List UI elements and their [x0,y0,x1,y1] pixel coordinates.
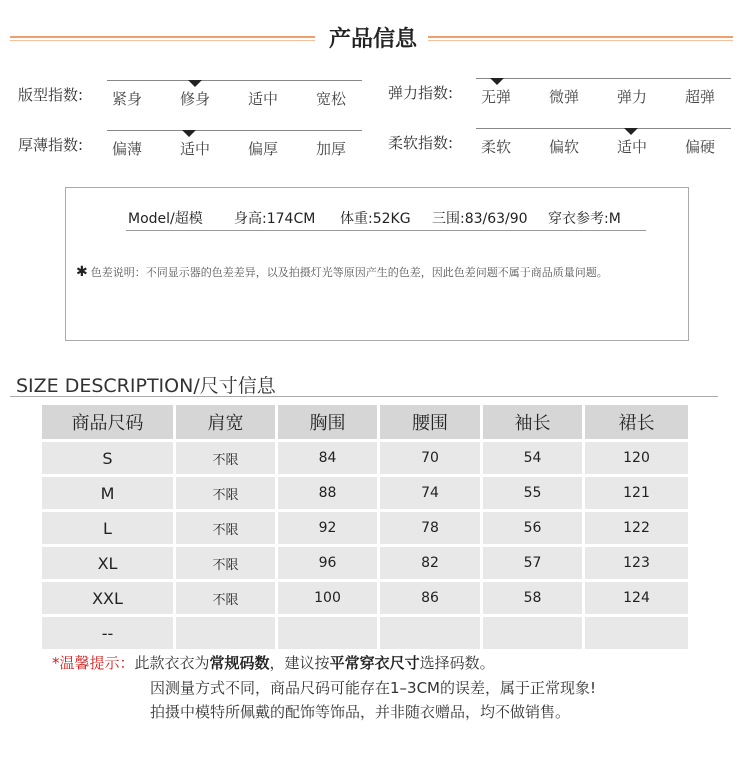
model-info-line [126,208,646,232]
size-table-header [42,405,688,439]
page-title: 产品信息 [328,27,417,52]
table-row [42,477,688,509]
table-cell: 122 [585,512,688,544]
fit-index-label: 版型指数: [18,86,84,104]
model-measurements: 三围:83/63/90 [432,211,528,227]
table-cell: 57 [483,547,582,579]
table-row [42,582,688,614]
fit-option: 紧身 [112,90,143,108]
softness-index-label: 柔软指数: [388,134,454,152]
header-cell: 胸围 [278,405,377,439]
softness-option: 偏硬 [685,138,716,156]
model-info-underline [126,230,646,231]
table-cell: 不限 [176,477,275,509]
elastic-index-label: 弹力指数: [388,84,454,102]
header-cell: 商品尺码 [42,405,173,439]
elastic-index-pointer-icon [490,78,504,85]
table-cell: 58 [483,582,582,614]
table-cell: 88 [278,477,377,509]
tips-line-1 [52,651,495,675]
softness-index-pointer-icon [624,128,638,135]
table-cell: 120 [585,442,688,474]
tips-text: 选择码数。 [419,654,495,672]
thickness-option: 偏薄 [112,140,143,158]
softness-index-bar [476,128,731,129]
section-title [0,18,750,58]
thickness-index-label: 厚薄指数: [18,136,84,154]
title-divider-right [428,36,733,41]
table-cell: 不限 [176,582,275,614]
table-cell [483,617,582,649]
table-cell: 70 [380,442,480,474]
table-cell [585,617,688,649]
table-row [42,617,688,649]
tips-line-3: 拍摄中模特所佩戴的配饰等饰品，并非随衣赠品，均不做销售。 [150,703,571,721]
table-cell: L [42,512,173,544]
color-note [76,264,608,280]
model-info-box [65,187,689,341]
table-cell: 84 [278,442,377,474]
table-cell: 96 [278,547,377,579]
asterisk-icon: ✱ [76,264,88,280]
table-cell: 55 [483,477,582,509]
tips-emphasis: 平常穿衣尺寸 [329,654,420,672]
table-cell: 54 [483,442,582,474]
elastic-index-bar [476,78,731,79]
header-cell: 裙长 [585,405,688,439]
tips-text: ，建议按 [269,654,330,672]
table-cell [380,617,480,649]
table-cell: 不限 [176,547,275,579]
elastic-option: 无弹 [481,88,512,106]
thickness-option: 适中 [180,140,211,158]
fit-option: 适中 [248,90,279,108]
table-cell: 82 [380,547,480,579]
table-cell: 124 [585,582,688,614]
model-wear-size: 穿衣参考:M [548,211,621,227]
thickness-option: 加厚 [316,140,347,158]
tips-text: 此款衣衣为 [134,654,210,672]
title-divider-left [10,36,315,41]
fit-index-bar [107,80,362,81]
table-cell [278,617,377,649]
softness-option: 柔软 [481,138,512,156]
thickness-option: 偏厚 [248,140,279,158]
table-cell: XXL [42,582,173,614]
table-cell: 100 [278,582,377,614]
size-section-divider [10,396,718,397]
elastic-option: 弹力 [617,88,648,106]
softness-option: 适中 [617,138,648,156]
color-note-text: 色差说明：不同显示器的色差差异，以及拍摄灯光等原因产生的色差，因此色差问题不属于商品质量问题。 [90,266,608,279]
tips-line-2: 因测量方式不同，商品尺码可能存在1–3CM的误差，属于正常现象! [150,679,597,697]
table-cell: M [42,477,173,509]
table-cell: 56 [483,512,582,544]
thickness-index-bar [107,130,362,131]
header-cell: 腰围 [380,405,480,439]
table-row [42,547,688,579]
tips-emphasis: 常规码数 [209,654,270,672]
table-cell: 不限 [176,442,275,474]
tips-label: *温馨提示： [52,654,135,672]
table-cell: 92 [278,512,377,544]
model-name: Model/超模 [128,211,203,227]
table-row [42,512,688,544]
table-cell: 78 [380,512,480,544]
fit-option: 宽松 [316,90,347,108]
model-weight: 体重:52KG [340,211,411,227]
elastic-option: 超弹 [685,88,716,106]
table-cell: 123 [585,547,688,579]
table-cell: -- [42,617,173,649]
table-cell: 不限 [176,512,275,544]
table-cell: 121 [585,477,688,509]
table-row [42,442,688,474]
thickness-index-pointer-icon [182,130,196,137]
elastic-option: 微弹 [549,88,580,106]
fit-index-pointer-icon [188,80,202,87]
softness-option: 偏软 [549,138,580,156]
header-cell: 袖长 [483,405,582,439]
model-height: 身高:174CM [234,211,316,227]
table-cell: 74 [380,477,480,509]
table-cell: 86 [380,582,480,614]
fit-option: 修身 [180,90,211,108]
header-cell: 肩宽 [176,405,275,439]
size-section-title: SIZE DESCRIPTION/尺寸信息 [16,375,276,397]
table-cell: S [42,442,173,474]
table-cell: XL [42,547,173,579]
table-cell [176,617,275,649]
